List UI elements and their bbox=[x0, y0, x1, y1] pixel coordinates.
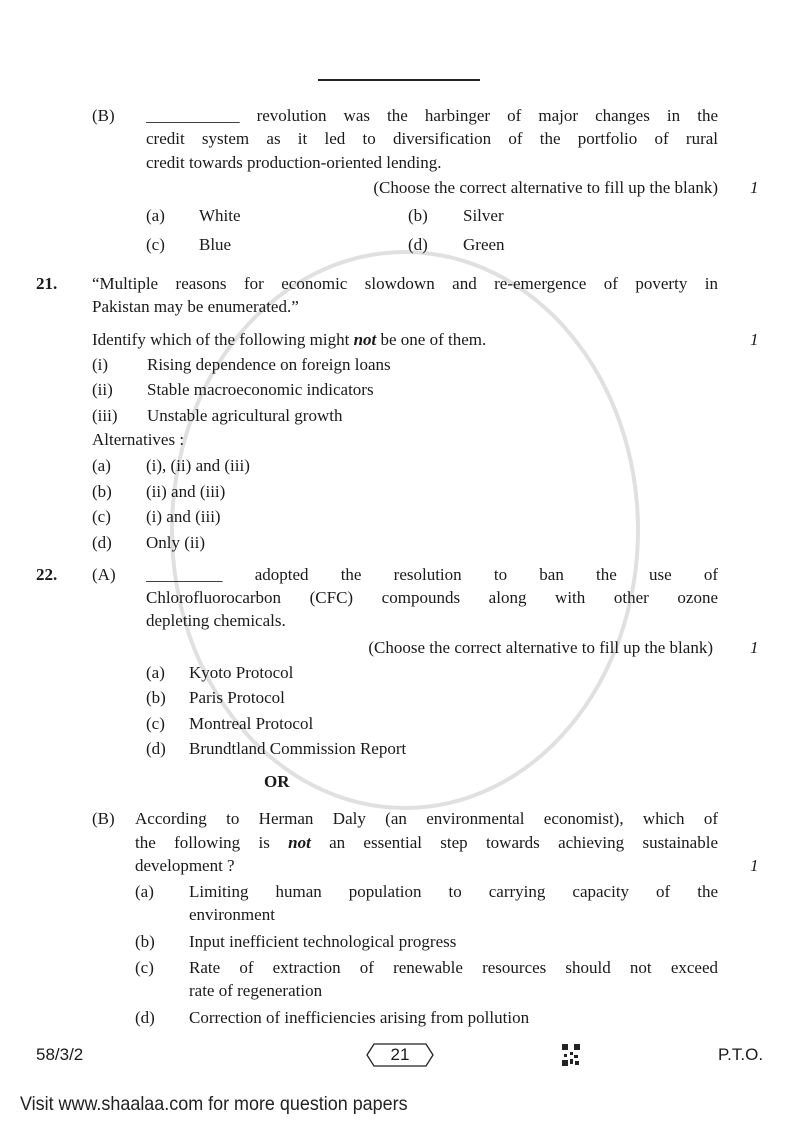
marks: 1 bbox=[750, 178, 759, 197]
option-key: (c) bbox=[92, 507, 111, 526]
paper-code: 58/3/2 bbox=[36, 1045, 84, 1064]
option-text: Green bbox=[463, 235, 505, 254]
q22b-line: According to Herman Daly (an environmental economist), which of bbox=[135, 809, 718, 828]
option-text: Limiting human population to carrying capacity of the bbox=[189, 882, 718, 901]
option-text: Correction of inefficiencies arising from pollution bbox=[189, 1008, 530, 1027]
option-key: (d) bbox=[135, 1008, 155, 1027]
q20b-line: ___________ revolution was the harbinger of major changes in the bbox=[146, 106, 718, 125]
item-text: Rising dependence on foreign loans bbox=[147, 355, 391, 374]
option-key: (d) bbox=[92, 533, 112, 552]
item-key: (iii) bbox=[92, 406, 118, 425]
q21-line: Pakistan may be enumerated.” bbox=[92, 297, 299, 316]
q22b-line: the following is not an essential step towards achieving sustainable bbox=[135, 833, 718, 852]
item-key: (i) bbox=[92, 355, 109, 374]
q20b-instruction: (Choose the correct alternative to fill up the blank) bbox=[373, 178, 718, 197]
option-key: (d) bbox=[146, 739, 166, 758]
option-text: Input inefficient technological progress bbox=[189, 932, 457, 951]
q20b-line: credit towards production-oriented lending. bbox=[146, 153, 442, 172]
marks: 1 bbox=[750, 330, 759, 349]
option-text: Montreal Protocol bbox=[189, 714, 314, 733]
q22b-line: development ? bbox=[135, 856, 235, 875]
page-number: 21 bbox=[390, 1045, 410, 1064]
qr-code-icon bbox=[562, 1044, 580, 1066]
option-key: (a) bbox=[92, 456, 111, 475]
option-key: (b) bbox=[135, 932, 155, 951]
q21-number: 21. bbox=[36, 274, 58, 293]
pto-label: P.T.O. bbox=[718, 1045, 764, 1064]
option-key: (b) bbox=[92, 482, 112, 501]
option-key: (b) bbox=[146, 688, 166, 707]
q22a-line: _________ adopted the resolution to ban the use of bbox=[146, 565, 718, 584]
marks: 1 bbox=[750, 856, 759, 875]
option-text: rate of regeneration bbox=[189, 981, 323, 1000]
item-text: Unstable agricultural growth bbox=[147, 406, 343, 425]
option-text: (i) and (iii) bbox=[146, 507, 221, 526]
q22a-label: (A) bbox=[92, 565, 116, 584]
option-text: Silver bbox=[463, 206, 504, 225]
q22a-line: Chlorofluorocarbon (CFC) compounds along with other ozone bbox=[146, 588, 718, 607]
option-key: (d) bbox=[408, 235, 428, 254]
item-key: (ii) bbox=[92, 380, 113, 399]
option-text: Only (ii) bbox=[146, 533, 206, 552]
option-text: (i), (ii) and (iii) bbox=[146, 456, 250, 475]
or-divider: OR bbox=[264, 772, 290, 791]
option-text: (ii) and (iii) bbox=[146, 482, 226, 501]
option-text: environment bbox=[189, 905, 275, 924]
q20b-label: (B) bbox=[92, 106, 115, 125]
alternatives-label: Alternatives : bbox=[92, 430, 185, 449]
option-key: (b) bbox=[408, 206, 428, 225]
q22a-line: depleting chemicals. bbox=[146, 611, 286, 630]
option-text: Brundtland Commission Report bbox=[189, 739, 407, 758]
option-key: (c) bbox=[135, 958, 154, 977]
option-text: Blue bbox=[199, 235, 232, 254]
top-rule bbox=[318, 79, 480, 81]
q21-line: “Multiple reasons for economic slowdown and re-emergence of poverty in bbox=[92, 274, 718, 293]
option-key: (a) bbox=[146, 663, 165, 682]
q22a-instruction: (Choose the correct alternative to fill up the blank) bbox=[368, 638, 713, 657]
option-text: White bbox=[199, 206, 241, 225]
option-text: Rate of extraction of renewable resources should not exceed bbox=[189, 958, 718, 977]
option-key: (a) bbox=[146, 206, 165, 225]
option-key: (a) bbox=[135, 882, 154, 901]
q21-identify: Identify which of the following might not be one of them. bbox=[92, 330, 487, 349]
q20b-line: credit system as it led to diversification of the portfolio of rural bbox=[146, 129, 718, 148]
q22-number: 22. bbox=[36, 565, 58, 584]
option-text: Paris Protocol bbox=[189, 688, 285, 707]
option-key: (c) bbox=[146, 714, 165, 733]
q22b-label: (B) bbox=[92, 809, 115, 828]
option-text: Kyoto Protocol bbox=[189, 663, 294, 682]
marks: 1 bbox=[750, 638, 759, 657]
item-text: Stable macroeconomic indicators bbox=[147, 380, 374, 399]
visit-link[interactable]: Visit www.shaalaa.com for more question papers bbox=[20, 1093, 408, 1115]
option-key: (c) bbox=[146, 235, 165, 254]
